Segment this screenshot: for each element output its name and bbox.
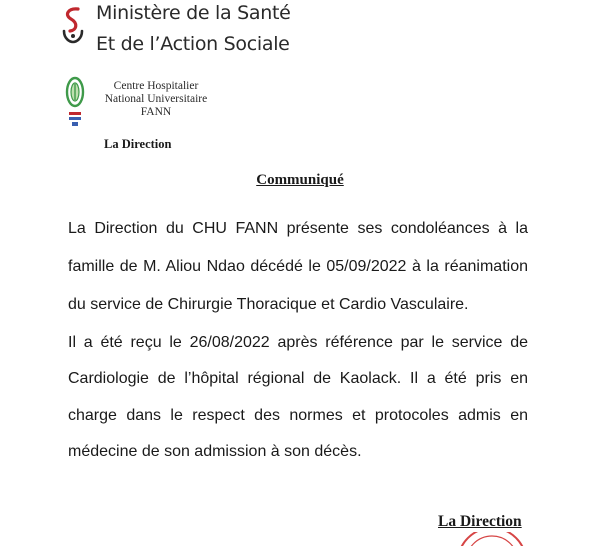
paragraph-line: famille de M. Aliou Ndao décédé le 05/09/2022 à la réanimation [68,258,528,275]
hospital-name [94,80,218,119]
paragraph-line: charge dans le respect des normes et protocoles admis en [68,407,528,424]
signature-label: La Direction [438,513,522,530]
paragraph-line: du service de Chirurgie Thoracique et Cardio Vasculaire. [68,296,469,313]
ministry-emblem-icon [58,6,88,44]
stamp-icon [452,532,532,546]
paragraph-line: La Direction du CHU FANN présente ses condoléances à la [68,220,528,237]
paragraph-line: Il a été reçu le 26/08/2022 après référence par le service de [68,334,528,351]
hospital-name-line: Centre Hospitalier [113,80,199,92]
ministry-name-line2: Et de l’Action Sociale [96,33,290,55]
paragraph-line: Cardiologie de l’hôpital régional de Kaolack. Il a été pris en [68,370,528,387]
direction-label: La Direction [104,137,172,151]
paragraph-line: médecine de son admission à son décès. [68,443,362,460]
hospital-name-line: FANN [140,106,172,118]
hospital-emblem-icon [64,76,86,130]
ministry-name-line1: Ministère de la Santé [96,2,291,24]
hospital-name-line: National Universitaire [104,93,208,105]
document-title: Communiqué [256,172,344,188]
